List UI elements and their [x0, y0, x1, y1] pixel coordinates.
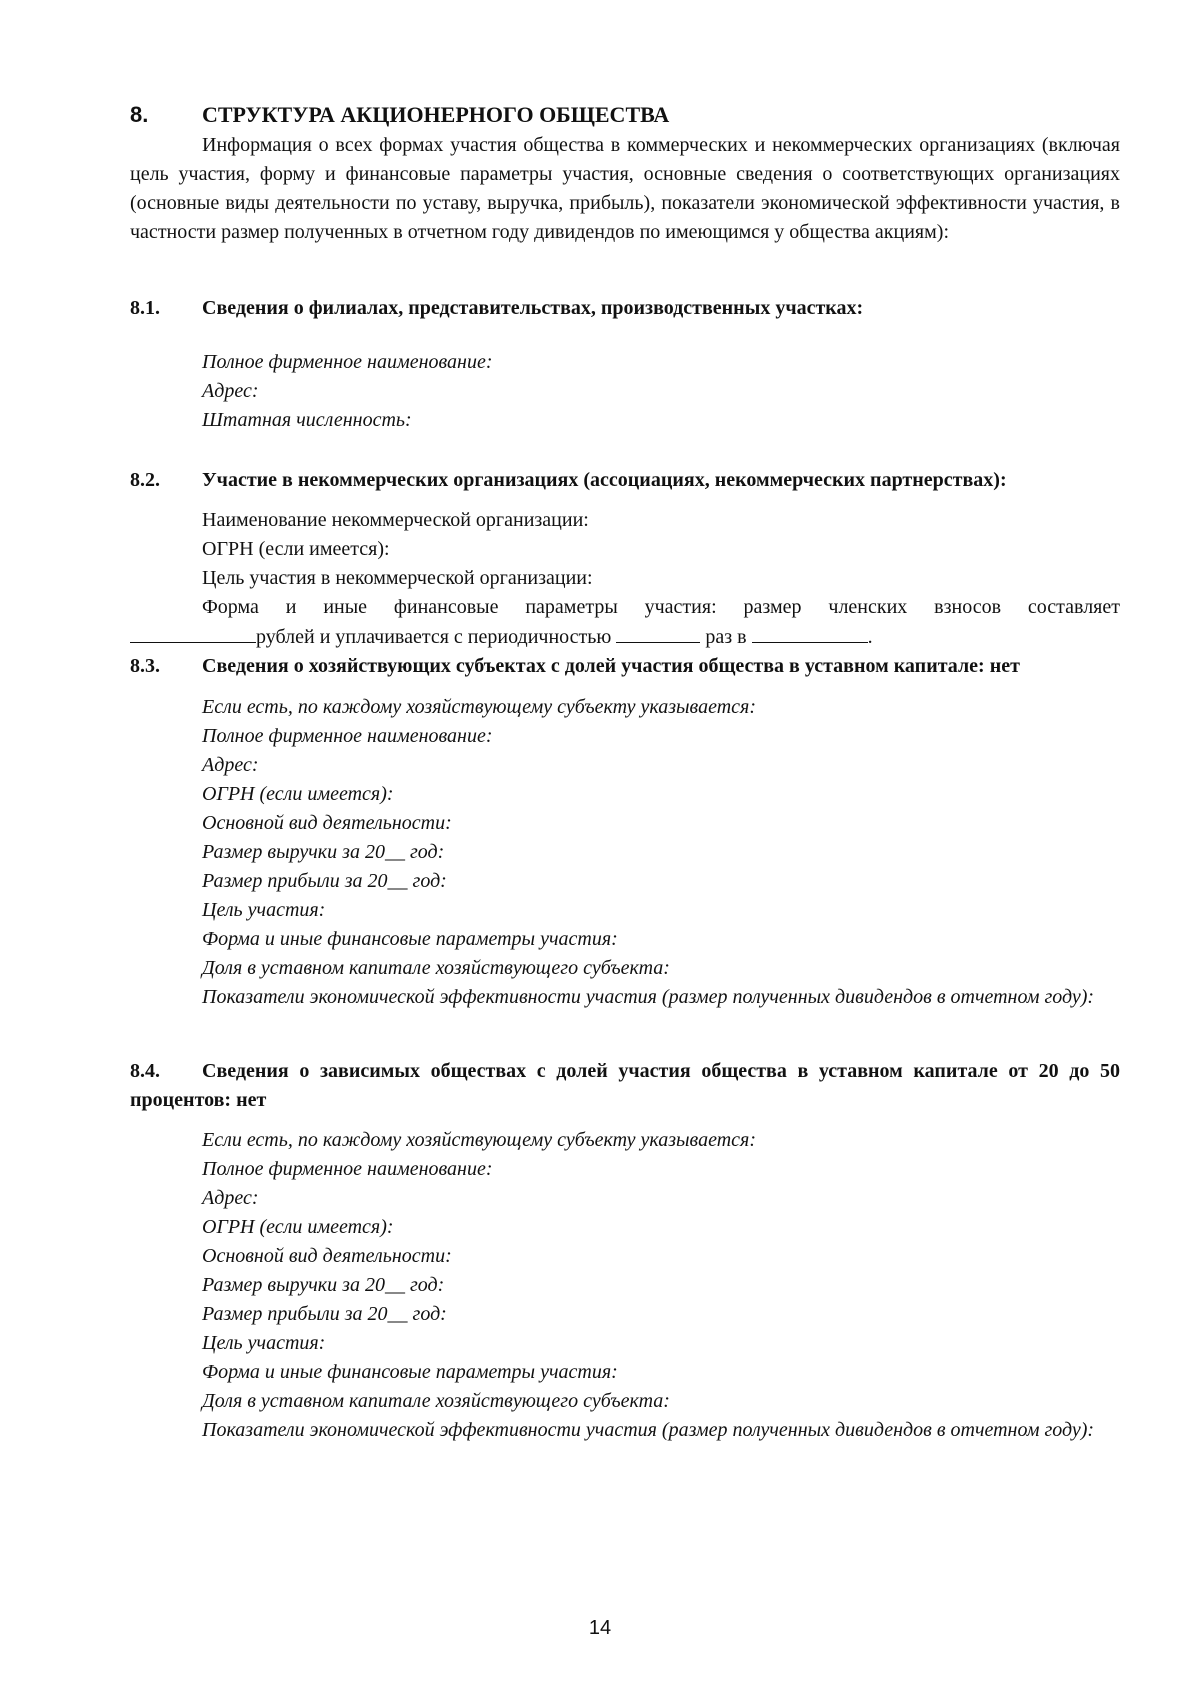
field-label: Основной вид деятельности:: [202, 812, 452, 834]
field-label: Цель участия в некоммерческой организации:: [202, 567, 593, 589]
field-label: Полное фирменное наименование:: [202, 725, 493, 747]
field-label: ОГРН (если имеется):: [202, 538, 390, 560]
subsection-number: 8.2.: [130, 469, 160, 491]
field-label: Форма и иные финансовые параметры участия:: [202, 928, 618, 950]
field-label: Адрес:: [202, 1187, 259, 1209]
section-title: СТРУКТУРА АКЦИОНЕРНОГО ОБЩЕСТВА: [202, 102, 670, 127]
field-label: Цель участия:: [202, 1332, 326, 1354]
amount-blank: [130, 622, 256, 643]
field-label: Размер прибыли за 20__ год:: [202, 870, 447, 892]
field-label: Полное фирменное наименование:: [202, 351, 493, 373]
fee-text-1: рублей и уплачивается с периодичностью: [256, 626, 612, 648]
subsection-8-4-heading: [130, 1057, 1120, 1115]
field-label: Наименование некоммерческой организации:: [202, 509, 589, 531]
fee-line-2: [130, 622, 1120, 652]
subsection-8-4-fields: [202, 1126, 1120, 1416]
subsection-8-1-fields: [202, 348, 1120, 435]
field-label: Адрес:: [202, 754, 259, 776]
field-label: Если есть, по каждому хозяйствующему субъекту указывается:: [202, 1129, 756, 1151]
field-label: Доля в уставном капитале хозяйствующего субъекта:: [202, 1390, 670, 1412]
field-label: Штатная численность:: [202, 409, 412, 431]
subsection-title: Участие в некоммерческих организациях (ассоциациях, некоммерческих партнерствах):: [202, 469, 1007, 491]
subsection-8-3-last: Показатели экономической эффективности участия (размер полученных дивидендов в отчетном году):: [202, 986, 1095, 1008]
fee-line-1: Форма и иные финансовые параметры участия: размер членских взносов составляет: [202, 596, 1120, 618]
fee-text-2: раз в: [705, 626, 747, 648]
field-label: Размер прибыли за 20__ год:: [202, 1303, 447, 1325]
subsection-8-4-last: Показатели экономической эффективности участия (размер полученных дивидендов в отчетном году):: [202, 1419, 1095, 1441]
field-label: Доля в уставном капитале хозяйствующего субъекта:: [202, 957, 670, 979]
subsection-number: 8.1.: [130, 297, 160, 319]
field-label: Размер выручки за 20__ год:: [202, 841, 445, 863]
field-label: Адрес:: [202, 380, 259, 402]
subsection-title: Сведения о хозяйствующих субъектах с долей участия общества в уставном капитале: нет: [202, 655, 1020, 677]
page-number: 14: [588, 1617, 612, 1639]
period-blank: [752, 622, 868, 643]
periodicity-blank: [616, 622, 700, 643]
section-heading: [130, 100, 669, 130]
section-number: 8.: [130, 102, 149, 127]
field-label: Если есть, по каждому хозяйствующему субъекту указывается:: [202, 696, 756, 718]
field-label: Основной вид деятельности:: [202, 1245, 452, 1267]
subsection-8-3-heading: [130, 652, 1120, 681]
subsection-8-2-heading: [130, 466, 1120, 495]
subsection-number: 8.3.: [130, 655, 160, 677]
subsection-number: 8.4.: [130, 1060, 160, 1082]
subsection-title: Сведения о филиалах, представительствах, производственных участках:: [202, 297, 864, 319]
intro-paragraph: Информация о всех формах участия общества в коммерческих и некоммерческих организациях (включая цель участия, форму и финансовые параметры участия, основные сведения о соответствующих организациях (основные виды деятельности по уставу, выручка, прибыль), показатели экономической эффективности участия, в частности размер полученных в отчетном году дивидендов по имеющимся у общества акциям):: [130, 134, 1120, 243]
field-label: ОГРН (если имеется):: [202, 783, 394, 805]
field-label: Полное фирменное наименование:: [202, 1158, 493, 1180]
field-label: Размер выручки за 20__ год:: [202, 1274, 445, 1296]
fee-end: .: [867, 626, 873, 648]
field-label: ОГРН (если имеется):: [202, 1216, 394, 1238]
subsection-8-2-fields: [202, 506, 1120, 593]
subsection-title: Сведения о зависимых обществах с долей участия общества в уставном капитале от 20 до 50 процентов: нет: [130, 1060, 1120, 1111]
subsection-8-3-fields: [202, 693, 1120, 983]
subsection-8-1-heading: [130, 294, 1120, 323]
field-label: Форма и иные финансовые параметры участия:: [202, 1361, 618, 1383]
field-label: Цель участия:: [202, 899, 326, 921]
